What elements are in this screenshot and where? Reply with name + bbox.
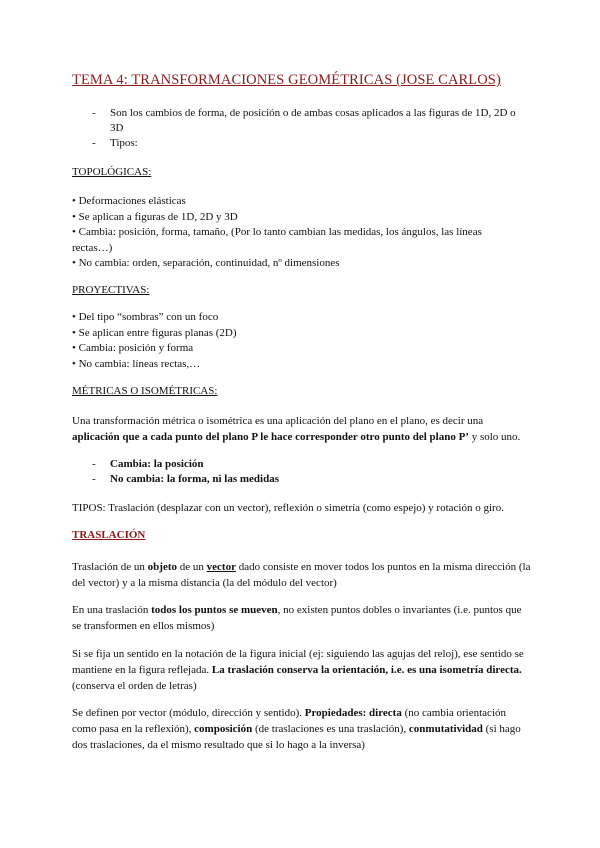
section-heading-traslacion: TRASLACIÓN [72, 529, 146, 541]
topologicas-list [72, 194, 532, 272]
bold-run: todos los puntos se mueven [151, 604, 278, 616]
metricas-tipos: TIPOS: Traslación (desplazar con un vector), reflexión o simetría (como espejo) y rotación o giro. [72, 502, 504, 514]
intro-item: Son los cambios de forma, de posición o de ambas cosas aplicados a las figuras de 1D, 2D o 3D [110, 107, 516, 134]
dash-bullet: - [92, 473, 96, 485]
text-run: de un [177, 561, 207, 573]
text-run: (conserva el orden de letras) [72, 680, 197, 692]
text-run: Si se fija un sentido en la notación de la figura inicial (ej: siguiendo las agujas del reloj), ese sentido se mantiene en la figura reflejada. [72, 648, 524, 676]
traslacion-p3 [72, 646, 532, 694]
traslacion-p4 [72, 705, 532, 753]
bold-run: Cambia: la posición [110, 458, 204, 470]
text-run: En una traslación [72, 604, 152, 616]
text-run: (si hago dos traslaciones, da el mismo resultado que si lo hago a la inversa) [72, 723, 521, 751]
list-item: • Deformaciones elásticas [72, 195, 186, 207]
list-item: • No cambia: líneas rectas,… [72, 357, 201, 370]
traslacion-p2 [72, 602, 532, 634]
metricas-nochange [110, 472, 530, 487]
dash-bullet: - [92, 107, 96, 119]
list-item: • Se aplican a figuras de 1D, 2D y 3D [72, 210, 238, 223]
bold-run: La traslación conserva la orientación, i.e. es una isometría directa. [211, 664, 522, 676]
text-run: Se definen por vector (módulo, dirección y sentido). [72, 707, 305, 719]
intro-item: Tipos: [110, 137, 138, 149]
section-heading-topologicas: TOPOLÓGICAS: [72, 166, 152, 178]
dash-bullet: - [92, 137, 96, 149]
list-item: • No cambia: orden, separación, continuidad, nº dimensiones [72, 257, 340, 269]
bold-run: aplicación que a cada punto del plano P le hace corresponder otro punto del plano P’ [72, 431, 469, 443]
text-run: , no existen puntos dobles o invariantes (i.e. puntos que se transformen en ellos mismos) [72, 604, 522, 632]
text-run: (de traslaciones es una traslación), [252, 723, 409, 735]
bold-run: conmutatividad [408, 723, 483, 735]
text-run: y solo uno. [468, 431, 521, 443]
list-item: • Cambia: posición y forma [72, 342, 194, 354]
dash-bullet: - [92, 458, 96, 470]
bold-run: objeto [147, 561, 177, 573]
traslacion-p1 [72, 559, 532, 591]
text-run: dado consiste en mover todos los puntos en la misma dirección (la del vector) y a la misma distancia (la del módulo del vector) [72, 561, 531, 589]
text-run: Traslación de un [72, 561, 148, 573]
bold-run: composición [194, 723, 253, 735]
list-item: • Cambia: posición, forma, tamaño, (Por lo tanto cambian las medidas, los ángulos, las líneas rectas…) [72, 226, 482, 254]
bold-run: No cambia: la forma, ni las medidas [110, 473, 279, 485]
section-heading-proyectivas: PROYECTIVAS: [72, 284, 150, 296]
metricas-change [110, 457, 530, 472]
text-run: (no cambia orientación como pasa en la reflexión), [72, 707, 506, 735]
proyectivas-list [72, 310, 532, 372]
section-heading-metricas: MÉTRICAS O ISOMÉTRICAS: [72, 385, 218, 397]
metricas-definition [72, 413, 532, 445]
document-title: TEMA 4: TRANSFORMACIONES GEOMÉTRICAS (JOSE CARLOS) [72, 72, 501, 88]
list-item: • Del tipo “sombras” con un foco [72, 311, 219, 323]
list-item: • Se aplican entre figuras planas (2D) [72, 326, 237, 339]
bold-run: Propiedades: directa [304, 707, 402, 719]
text-run: Una transformación métrica o isométrica es una aplicación del plano en el plano, es decir una [72, 415, 484, 427]
bold-underline-run: vector [206, 561, 236, 573]
